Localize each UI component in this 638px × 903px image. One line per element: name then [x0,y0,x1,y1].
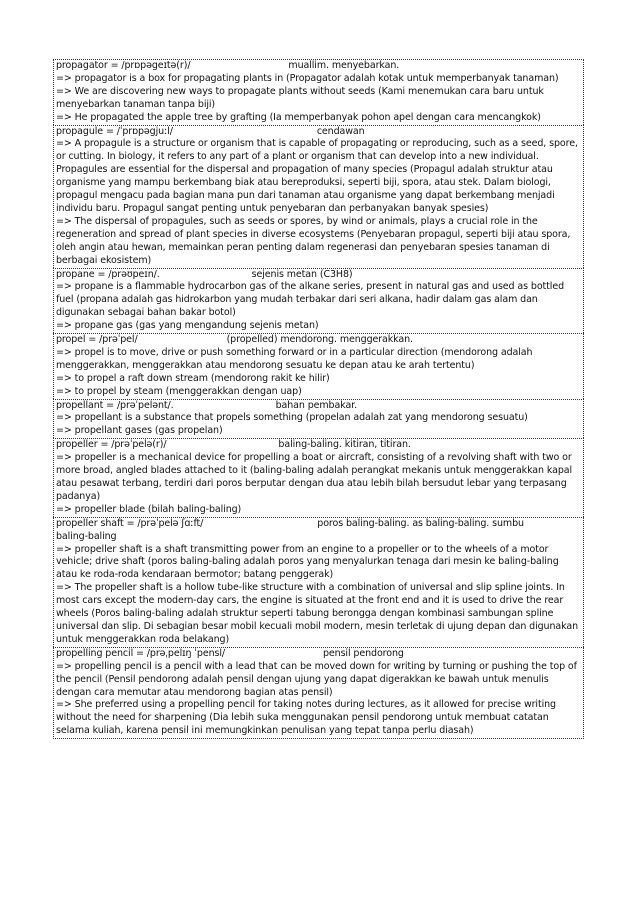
meaning: poros baling-baling. as baling-baling. sumbu [317,517,524,529]
example-line: => propane is a flammable hydrocarbon gas of the alkane series, present in natural gas and used as bottled fuel (propana adalah gas hidrokarbon yang mudah terbakar dari seri alkana, hadir dalam gas alam dan digunakan sebagai bahan bakar botol) [56,281,564,319]
meaning-continuation: baling-baling [56,530,117,542]
example-line: => He propagated the apple tree by grafting (Ia memperbanyak pohon apel dengan cara mencangkok) [56,111,541,123]
entry-header [56,60,581,73]
entry-header [56,269,581,282]
entry-header [56,334,581,347]
headword: propelling pencil = /prəˌpelɪŋ ˈpensl/ [56,647,225,659]
example-line: => propane gas (gas yang mengandung sejenis metan) [56,320,319,332]
example-line: => propel is to move, drive or push something forward or in a particular direction (mendorong adalah menggerakkan, menggerakkan atau mendorong sesuatu ke depan atau ke arah tertentu) [56,346,533,371]
meaning: baling-baling. kitiran, titiran. [278,439,411,451]
example-line: => The propeller shaft is a hollow tube-like structure with a combination of universal and slip spline joints. In most cars except the modern-day cars, the engine is situated at the front end and it is used to drive the rear wheels (Poros baling-baling adalah struktur seperti tabung berongga dengan kombinasi sambungan spline universal dan slip. Di sebagian besar mobil kecuali mobil modern, mesin terletak di ujung depan dan digunakan untuk menggerakkan roda belakang) [56,582,579,645]
entry-header [56,648,581,661]
example-line: => propeller is a mechanical device for propelling a boat or aircraft, consisting of a revolving shaft with two or more broad, angled blades attached to it (baling-baling adalah perangkat mekanis untuk menggerakkan kapal atau pesawat terbang, terdiri dari poros berputar dengan dua atau lebih bilah bersudut lebar yang terpasang padanya) [56,452,573,502]
meaning: bahan pembakar. [275,399,358,411]
example-line: => A propagule is a structure or organism that is capable of propagating or reproducing, such as a seed, spore, or cutting. In biology, it refers to any part of a plant or organism that can develop into a new individual. Propagules are essential for the dispersal and propagation of many species (Propagul adalah struktur atau organisme yang mampu berkembang biak atau bereproduksi, seperti biji, spora, atau stek. Dalam biologi, propagul mengacu pada bagian mana pun dari tanaman atau organisme yang dapat berkembang menjadi individu baru. Propagul sangat penting untuk penyebaran dan perbanyakan banyak spesies) [56,138,578,214]
meaning: muallim. menyebarkan. [288,60,400,71]
entry-propel [53,333,584,399]
entry-header [56,400,581,413]
example-line: => propeller blade (bilah baling-baling) [56,503,242,515]
entry-header [56,126,581,139]
example-line: => propeller shaft is a shaft transmitting power from an engine to a propeller or to the wheels of a motor vehicle; drive shaft (poros baling-baling adalah poros yang menyalurkan tenaga dari mesin ke baling-baling atau ke roda-roda kendaraan bermotor; batang penggerak) [56,543,559,581]
headword: propagule = /ˈprɒpəgjuːl/ [56,125,173,137]
entry-header [56,439,581,452]
example-line: => We are discovering new ways to propagate plants without seeds (Kami menemukan cara baru untuk menyebarkan tanaman tanpa biji) [56,85,544,110]
headword: propeller = /prəˈpelə(r)/ [56,439,167,451]
example-line: => The dispersal of propagules, such as seeds or spores, by wind or animals, plays a crucial role in the regeneration and spread of plant species in diverse ecosystems (Penyebaran propagul, seperti biji atau spora, oleh angin atau hewan, memainkan peran penting dalam regenerasi dan penyebaran spesies tanaman di berbagai ekosistem) [56,215,571,266]
meaning: sejenis metan (C3H8) [251,268,353,280]
entry-propeller-shaft [53,517,584,647]
entry-propagule [53,125,584,268]
headword: propagator = /prɒpəgeɪtə(r)/ [56,60,191,71]
entry-propane [53,268,584,334]
meaning: (propelled) mendorong. menggerakkan. [226,334,413,346]
entry-propeller [53,438,584,516]
entry-header [56,518,581,531]
example-line: => to propel a raft down stream (mendorong rakit ke hilir) [56,372,330,384]
example-line: => propagator is a box for propagating plants in (Propagator adalah kotak untuk memperbanyak tanaman) [56,72,559,84]
example-line: => propellant gases (gas propelan) [56,425,223,437]
headword: propeller shaft = /prəˈpelə ʃɑːft/ [56,517,204,529]
example-line: => propellant is a substance that propels something (propelan adalah zat yang mendorong sesuatu) [56,412,528,424]
example-line: => She preferred using a propelling pencil for taking notes during lectures, as it allowed for precise writing without the need for sharpening (Dia lebih suka menggunakan pensil pendorong untuk membuat catatan selama kuliah, karena pensil ini memungkinkan penulisan yang tepat tanpa perlu diasah) [56,699,556,737]
dictionary-page [53,59,584,739]
example-line: => to propel by steam (menggerakkan dengan uap) [56,385,302,397]
headword: propellant = /prəˈpelənt/. [56,399,174,411]
meaning: cendawan [316,125,365,137]
example-line: => propelling pencil is a pencil with a lead that can be moved down for writing by turning or pushing the top of the pencil (Pensil pendorong adalah pensil dengan ujung yang dapat digerakkan ke bawah untuk menulis dengan cara memutar atau mendorong bagian atas pensil) [56,660,577,698]
entry-propelling-pencil [53,647,584,739]
headword: propane = /prəʊpeɪn/. [56,268,160,280]
headword: propel = /prəˈpel/ [56,334,138,346]
entry-propagator [53,59,584,125]
entry-propellant [53,399,584,439]
meaning: pensil pendorong [322,647,404,659]
